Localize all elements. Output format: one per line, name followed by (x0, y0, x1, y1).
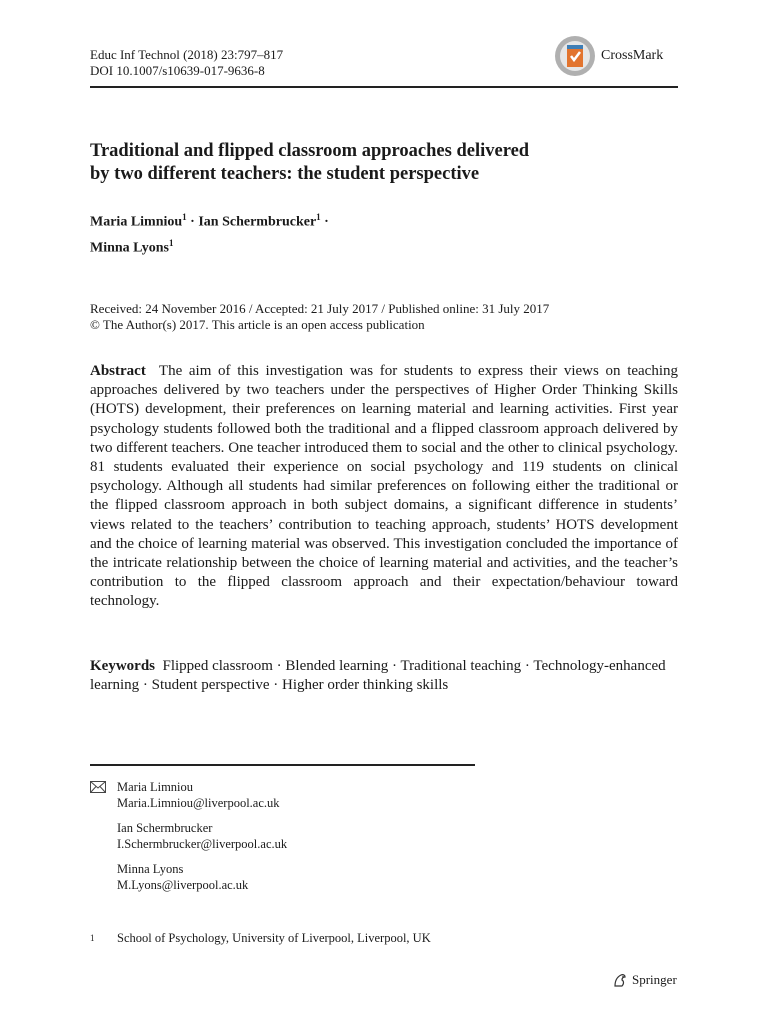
abstract (90, 362, 678, 612)
contact-entry (117, 820, 287, 852)
publisher-logo (612, 972, 677, 988)
keywords (90, 657, 678, 695)
keywords-label: Keywords (90, 658, 155, 674)
affiliation-text: School of Psychology, University of Liverpool, Liverpool, UK (117, 931, 431, 945)
journal-line: Educ Inf Technol (2018) 23:797–817 (90, 47, 284, 62)
corresponding-contacts (117, 779, 287, 902)
crossmark-label: CrossMark (601, 48, 664, 63)
author-name[interactable]: Minna Lyons (90, 240, 169, 256)
header-rule (90, 86, 678, 88)
envelope-icon (90, 781, 106, 793)
contact-name: Ian Schermbrucker (117, 821, 213, 835)
author-name[interactable]: Ian Schermbrucker (198, 214, 317, 230)
title-line-2: by two different teachers: the student perspective (90, 164, 480, 184)
abstract-label: Abstract (90, 363, 146, 379)
publication-history (90, 301, 690, 333)
affiliation-mark: 1 (168, 237, 174, 248)
contact-entry (117, 861, 287, 893)
author-separator: · (324, 214, 329, 230)
affiliation-mark: 1 (316, 212, 321, 222)
title-line-1: Traditional and flipped classroom approaches delivered (90, 141, 530, 161)
author-name[interactable]: Maria Limniou (90, 214, 183, 230)
contact-email[interactable]: M.Lyons@liverpool.ac.uk (117, 878, 249, 892)
contact-email[interactable]: Maria.Limniou@liverpool.ac.uk (117, 796, 280, 810)
springer-horse-icon (612, 972, 628, 988)
author-separator: · (190, 214, 195, 230)
author-list (90, 207, 490, 258)
footnote-rule (90, 764, 475, 766)
contact-name: Minna Lyons (117, 862, 184, 876)
affiliation (90, 930, 431, 946)
affiliation-number: 1 (90, 933, 95, 943)
affiliation-mark: 1 (182, 212, 187, 222)
contact-entry (117, 779, 287, 811)
dates-line: Received: 24 November 2016 / Accepted: 21 July 2017 / Published online: 31 July 2017 (90, 301, 550, 316)
journal-citation (90, 47, 283, 79)
doi: DOI 10.1007/s10639-017-9636-8 (90, 63, 265, 78)
crossmark-badge[interactable] (553, 34, 663, 78)
article-title (90, 140, 690, 186)
contact-name: Maria Limniou (117, 780, 194, 794)
contact-email[interactable]: I.Schermbrucker@liverpool.ac.uk (117, 837, 288, 851)
keywords-text: Flipped classroom · Blended learning · Traditional teaching · Technology-enhanced learning · Student perspective · Higher order thinking skills (90, 658, 666, 694)
crossmark-icon (553, 34, 597, 78)
copyright-line: © The Author(s) 2017. This article is an open access publication (90, 317, 425, 332)
publisher-name: Springer (632, 972, 677, 987)
abstract-text: The aim of this investigation was for students to express their views on teaching approaches delivered by two teachers under the perspectives of Higher Order Thinking Skills (HOTS) development, their preferences on learning material and learning activities. First year psychology students followed both the traditional and a flipped classroom approach delivered by two different teachers. One teacher introduced them to social and the other to clinical psychology. 81 students evaluated their experience on social psychology and 119 students on clinical psychology. Although all students had similar preferences on following either the traditional or the flipped classroom approach in both subject domains, a significant difference in students’ views related to the teachers’ contribution to teaching approach, students’ HOTS development and the choice of learning material was observed. This investigation concluded the importance of the intricate relationship between the choice of learning material and activities, and the teacher’s contribution to the flipped classroom approach and their expectation/behaviour toward technology. (90, 363, 678, 610)
